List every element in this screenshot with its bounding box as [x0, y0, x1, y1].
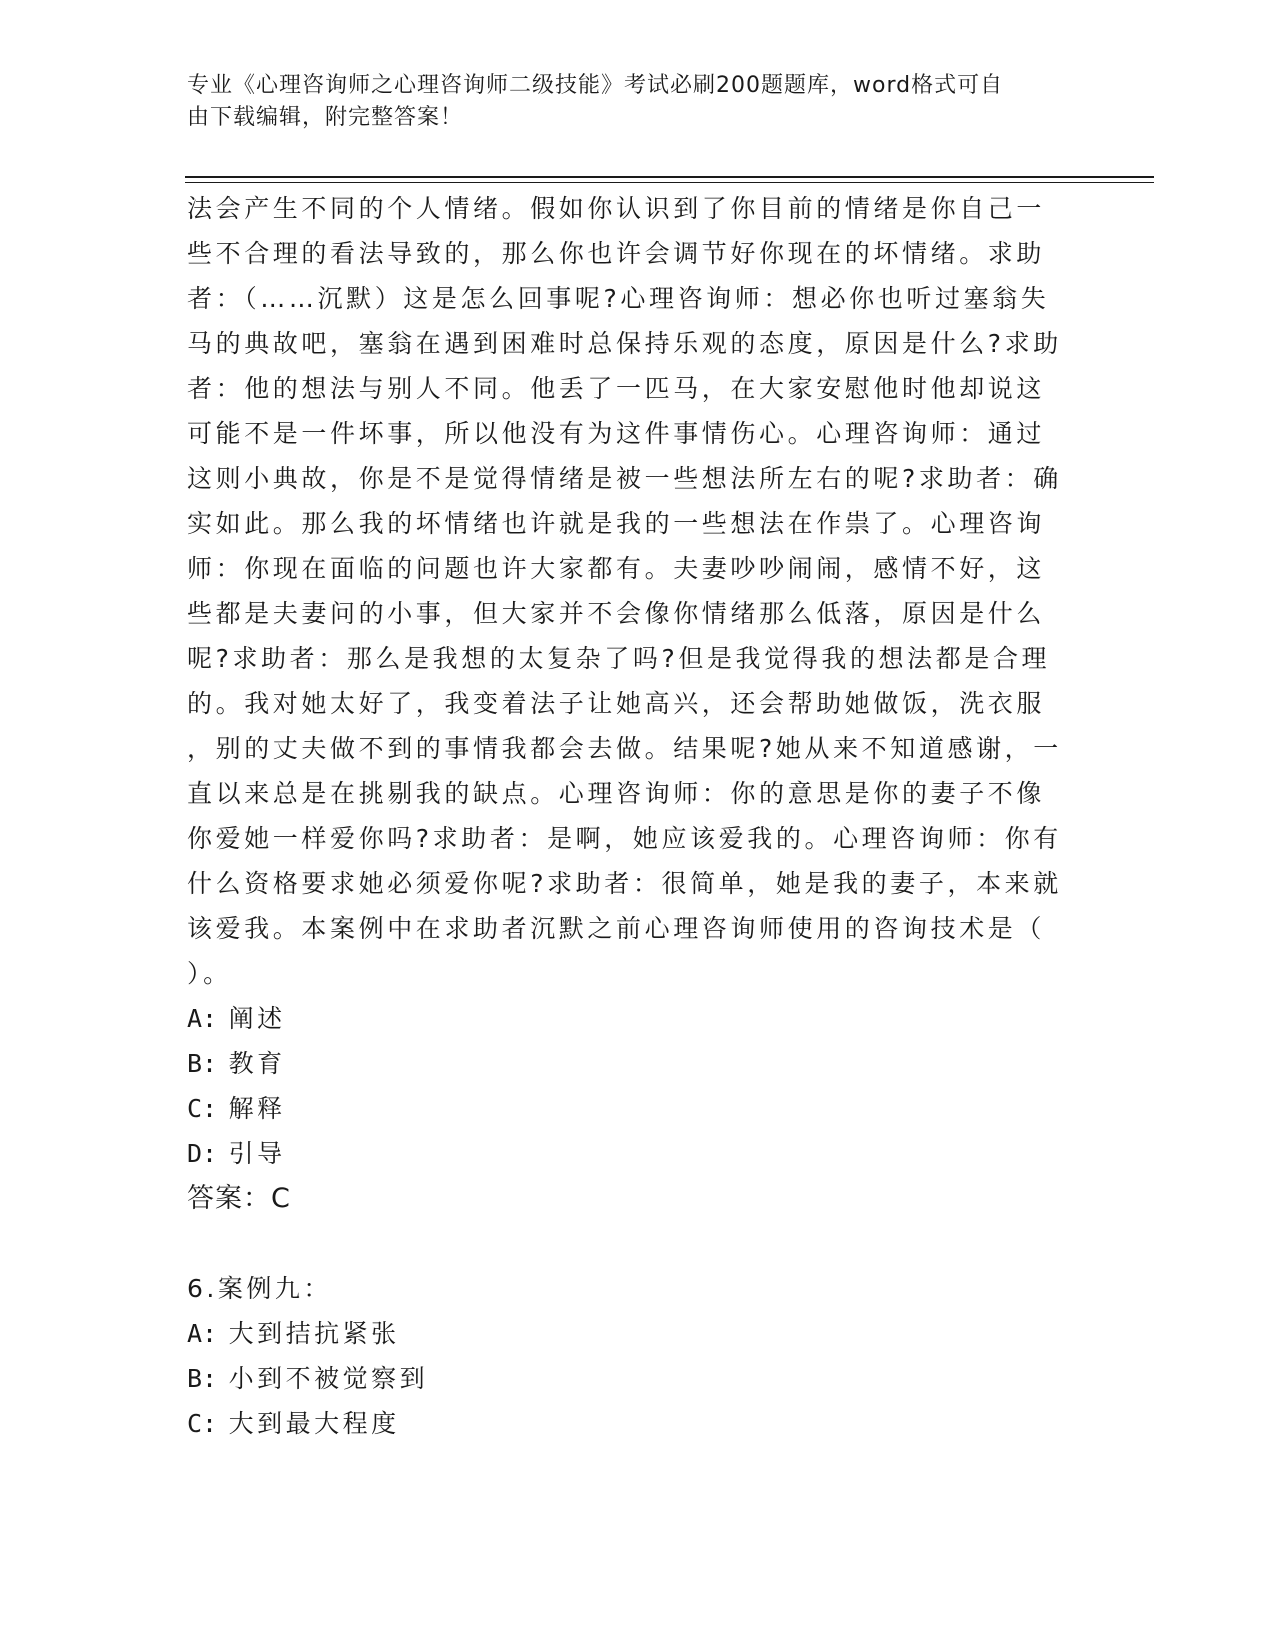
stem-line: 者：（……沉默）这是怎么回事呢?心理咨询师：想必你也听过塞翁失: [187, 284, 1050, 313]
document-header: [187, 70, 1057, 134]
stem-line: 什么资格要求她必须爱你呢?求助者：很简单，她是我的妻子，本来就: [187, 869, 1062, 898]
stem-line: 可能不是一件坏事，所以他没有为这件事情伤心。心理咨询师：通过: [187, 419, 1046, 448]
option-text: 大到拮抗紧张: [228, 1319, 400, 1348]
stem-line: 实如此。那么我的坏情绪也许就是我的一些想法在作祟了。心理咨询: [187, 509, 1046, 538]
option-text: 大到最大程度: [228, 1409, 400, 1438]
option-key: A:: [187, 1004, 218, 1033]
option-text: 阐述: [228, 1004, 286, 1033]
option-a: [187, 1311, 1077, 1356]
option-c: [187, 1086, 1077, 1131]
stem-line: 者：他的想法与别人不同。他丢了一匹马，在大家安慰他时他却说这: [187, 374, 1046, 403]
option-a: [187, 996, 1077, 1041]
stem-line: 的。我对她太好了，我变着法子让她高兴，还会帮助她做饭，洗衣服: [187, 689, 1046, 718]
option-key: B:: [187, 1049, 218, 1078]
document-body: [187, 186, 1077, 1446]
option-text: 小到不被觉察到: [228, 1364, 429, 1393]
option-b: [187, 1356, 1077, 1401]
option-b: [187, 1041, 1077, 1086]
question-5-options: [187, 996, 1077, 1176]
header-rule-thick: [185, 176, 1154, 178]
stem-line: 直以来总是在挑剔我的缺点。心理咨询师：你的意思是你的妻子不像: [187, 779, 1046, 808]
stem-line: 师：你现在面临的问题也许大家都有。夫妻吵吵闹闹，感情不好，这: [187, 554, 1046, 583]
option-text: 解释: [228, 1094, 286, 1123]
question-5-stem: [187, 186, 1077, 996]
stem-line: 法会产生不同的个人情绪。假如你认识到了你目前的情绪是你自己一: [187, 194, 1046, 223]
option-key: C:: [187, 1409, 218, 1438]
option-key: C:: [187, 1094, 218, 1123]
stem-line: 呢?求助者：那么是我想的太复杂了吗?但是我觉得我的想法都是合理: [187, 644, 1051, 673]
option-d: [187, 1131, 1077, 1176]
spacer: [187, 1222, 1077, 1266]
header-line-2: 由下载编辑，附完整答案！: [187, 105, 464, 130]
stem-line: 该爱我。本案例中在求助者沉默之前心理咨询师使用的咨询技术是（: [187, 914, 1046, 943]
stem-line: ）。: [187, 959, 232, 988]
option-key: A:: [187, 1319, 218, 1348]
question-5-answer: 答案：C: [187, 1183, 291, 1214]
question-6-options: [187, 1311, 1077, 1446]
option-key: B:: [187, 1364, 218, 1393]
header-line-1: 专业《心理咨询师之心理咨询师二级技能》考试必刷200题题库，word格式可自: [187, 73, 1004, 98]
question-6-title: 6.案例九：: [187, 1274, 332, 1303]
option-text: 引导: [228, 1139, 286, 1168]
stem-line: 你爱她一样爱你吗?求助者：是啊，她应该爱我的。心理咨询师：你有: [187, 824, 1062, 853]
stem-line: 些都是夫妻问的小事，但大家并不会像你情绪那么低落，原因是什么: [187, 599, 1046, 628]
option-c: [187, 1401, 1077, 1446]
stem-line: 些不合理的看法导致的，那么你也许会调节好你现在的坏情绪。求助: [187, 239, 1046, 268]
header-rule-thin: [185, 182, 1154, 183]
option-text: 教育: [228, 1049, 286, 1078]
option-key: D:: [187, 1139, 218, 1168]
stem-line: 这则小典故，你是不是觉得情绪是被一些想法所左右的呢?求助者：确: [187, 464, 1062, 493]
stem-line: 马的典故吧，塞翁在遇到困难时总保持乐观的态度，原因是什么?求助: [187, 329, 1062, 358]
stem-line: ，别的丈夫做不到的事情我都会去做。结果呢?她从来不知道感谢，一: [187, 734, 1062, 763]
